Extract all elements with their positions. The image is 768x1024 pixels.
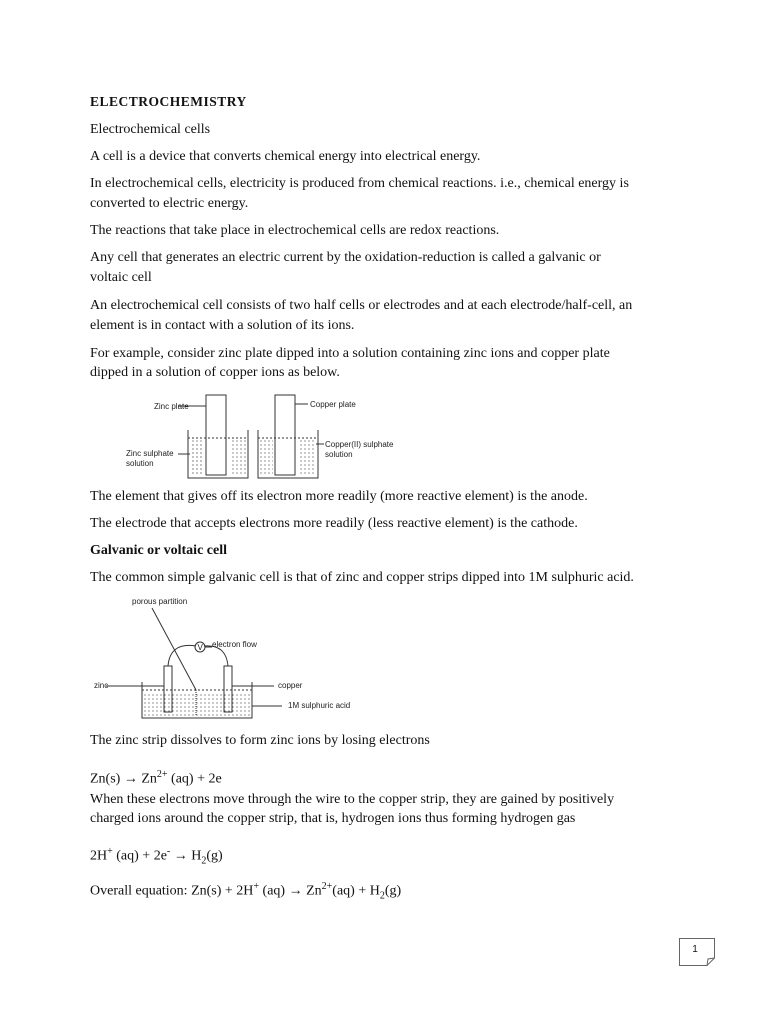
paragraph: A cell is a device that converts chemical energy into electrical energy. bbox=[90, 149, 481, 164]
paragraph: An electrochemical cell consists of two half cells or electrodes and at each electrode/half-cell, an bbox=[90, 298, 633, 313]
copper-solution-shading bbox=[260, 440, 273, 476]
zinc-label: zinc bbox=[94, 681, 109, 690]
section-heading: Galvanic or voltaic cell bbox=[90, 543, 227, 558]
copper-solution-shading bbox=[299, 440, 316, 476]
paragraph: voltaic cell bbox=[90, 270, 152, 285]
paragraph: For example, consider zinc plate dipped into a solution containing zinc ions and copper plate bbox=[90, 346, 610, 361]
galvanic-cell-diagram bbox=[92, 594, 382, 724]
document-title: ELECTROCHEMISTRY bbox=[90, 94, 247, 109]
copper-solution-label: solution bbox=[325, 450, 353, 459]
paragraph: charged ions around the copper strip, that is, hydrogen ions thus forming hydrogen gas bbox=[90, 811, 576, 826]
paragraph: In electrochemical cells, electricity is produced from chemical reactions. i.e., chemical energy is bbox=[90, 176, 629, 191]
page-number: 1 bbox=[692, 944, 698, 955]
voltmeter-label: V bbox=[197, 643, 203, 652]
half-cells-diagram bbox=[120, 392, 394, 484]
acid-shading bbox=[144, 692, 250, 716]
paragraph: The element that gives off its electron more readily (more reactive element) is the anode. bbox=[90, 489, 588, 504]
paragraph: The zinc strip dissolves to form zinc ions by losing electrons bbox=[90, 733, 430, 748]
copper-label: copper bbox=[278, 681, 303, 690]
equation-zinc-oxidation: $Zn(s) \to Zn^{2+}$ (aq) + 2e bbox=[90, 769, 222, 787]
zinc-solution-label: Zinc sulphate bbox=[126, 449, 174, 458]
equation-overall: Overall equation: Zn(s) + 2H+ $(aq) \to Zn^{2+}(aq) + H_2(g)$ bbox=[90, 881, 402, 902]
zinc-plate-label: Zinc plate bbox=[154, 402, 189, 411]
porous-partition-label: porous partition bbox=[132, 597, 188, 606]
zinc-solution-shading bbox=[190, 440, 204, 476]
page-number-box bbox=[679, 938, 715, 966]
paragraph: dipped in a solution of copper ions as below. bbox=[90, 365, 340, 380]
acid-label: 1M sulphuric acid bbox=[288, 701, 351, 710]
equation-hydrogen-reduction: 2H+ $(aq) + 2e^- \to H_2(g)$ bbox=[90, 846, 223, 867]
paragraph: The reactions that take place in electrochemical cells are redox reactions. bbox=[90, 223, 500, 238]
copper-plate-label: Copper plate bbox=[310, 400, 356, 409]
paragraph: Any cell that generates an electric current by the oxidation-reduction is called a galvanic or bbox=[90, 250, 601, 265]
paragraph: The common simple galvanic cell is that of zinc and copper strips dipped into 1M sulphuric acid. bbox=[90, 570, 634, 585]
paragraph: When these electrons move through the wire to the copper strip, they are gained by positively bbox=[90, 792, 615, 807]
paragraph: element is in contact with a solution of its ions. bbox=[90, 318, 355, 333]
zinc-solution-shading bbox=[230, 440, 246, 476]
electron-flow-label: electron flow bbox=[212, 640, 257, 649]
paragraph: The electrode that accepts electrons more readily (less reactive element) is the cathode. bbox=[90, 516, 578, 531]
zinc-solution-label: solution bbox=[126, 459, 154, 468]
copper-solution-label: Copper(II) sulphate bbox=[325, 440, 394, 449]
paragraph: converted to electric energy. bbox=[90, 196, 249, 211]
section-heading: Electrochemical cells bbox=[90, 122, 211, 137]
